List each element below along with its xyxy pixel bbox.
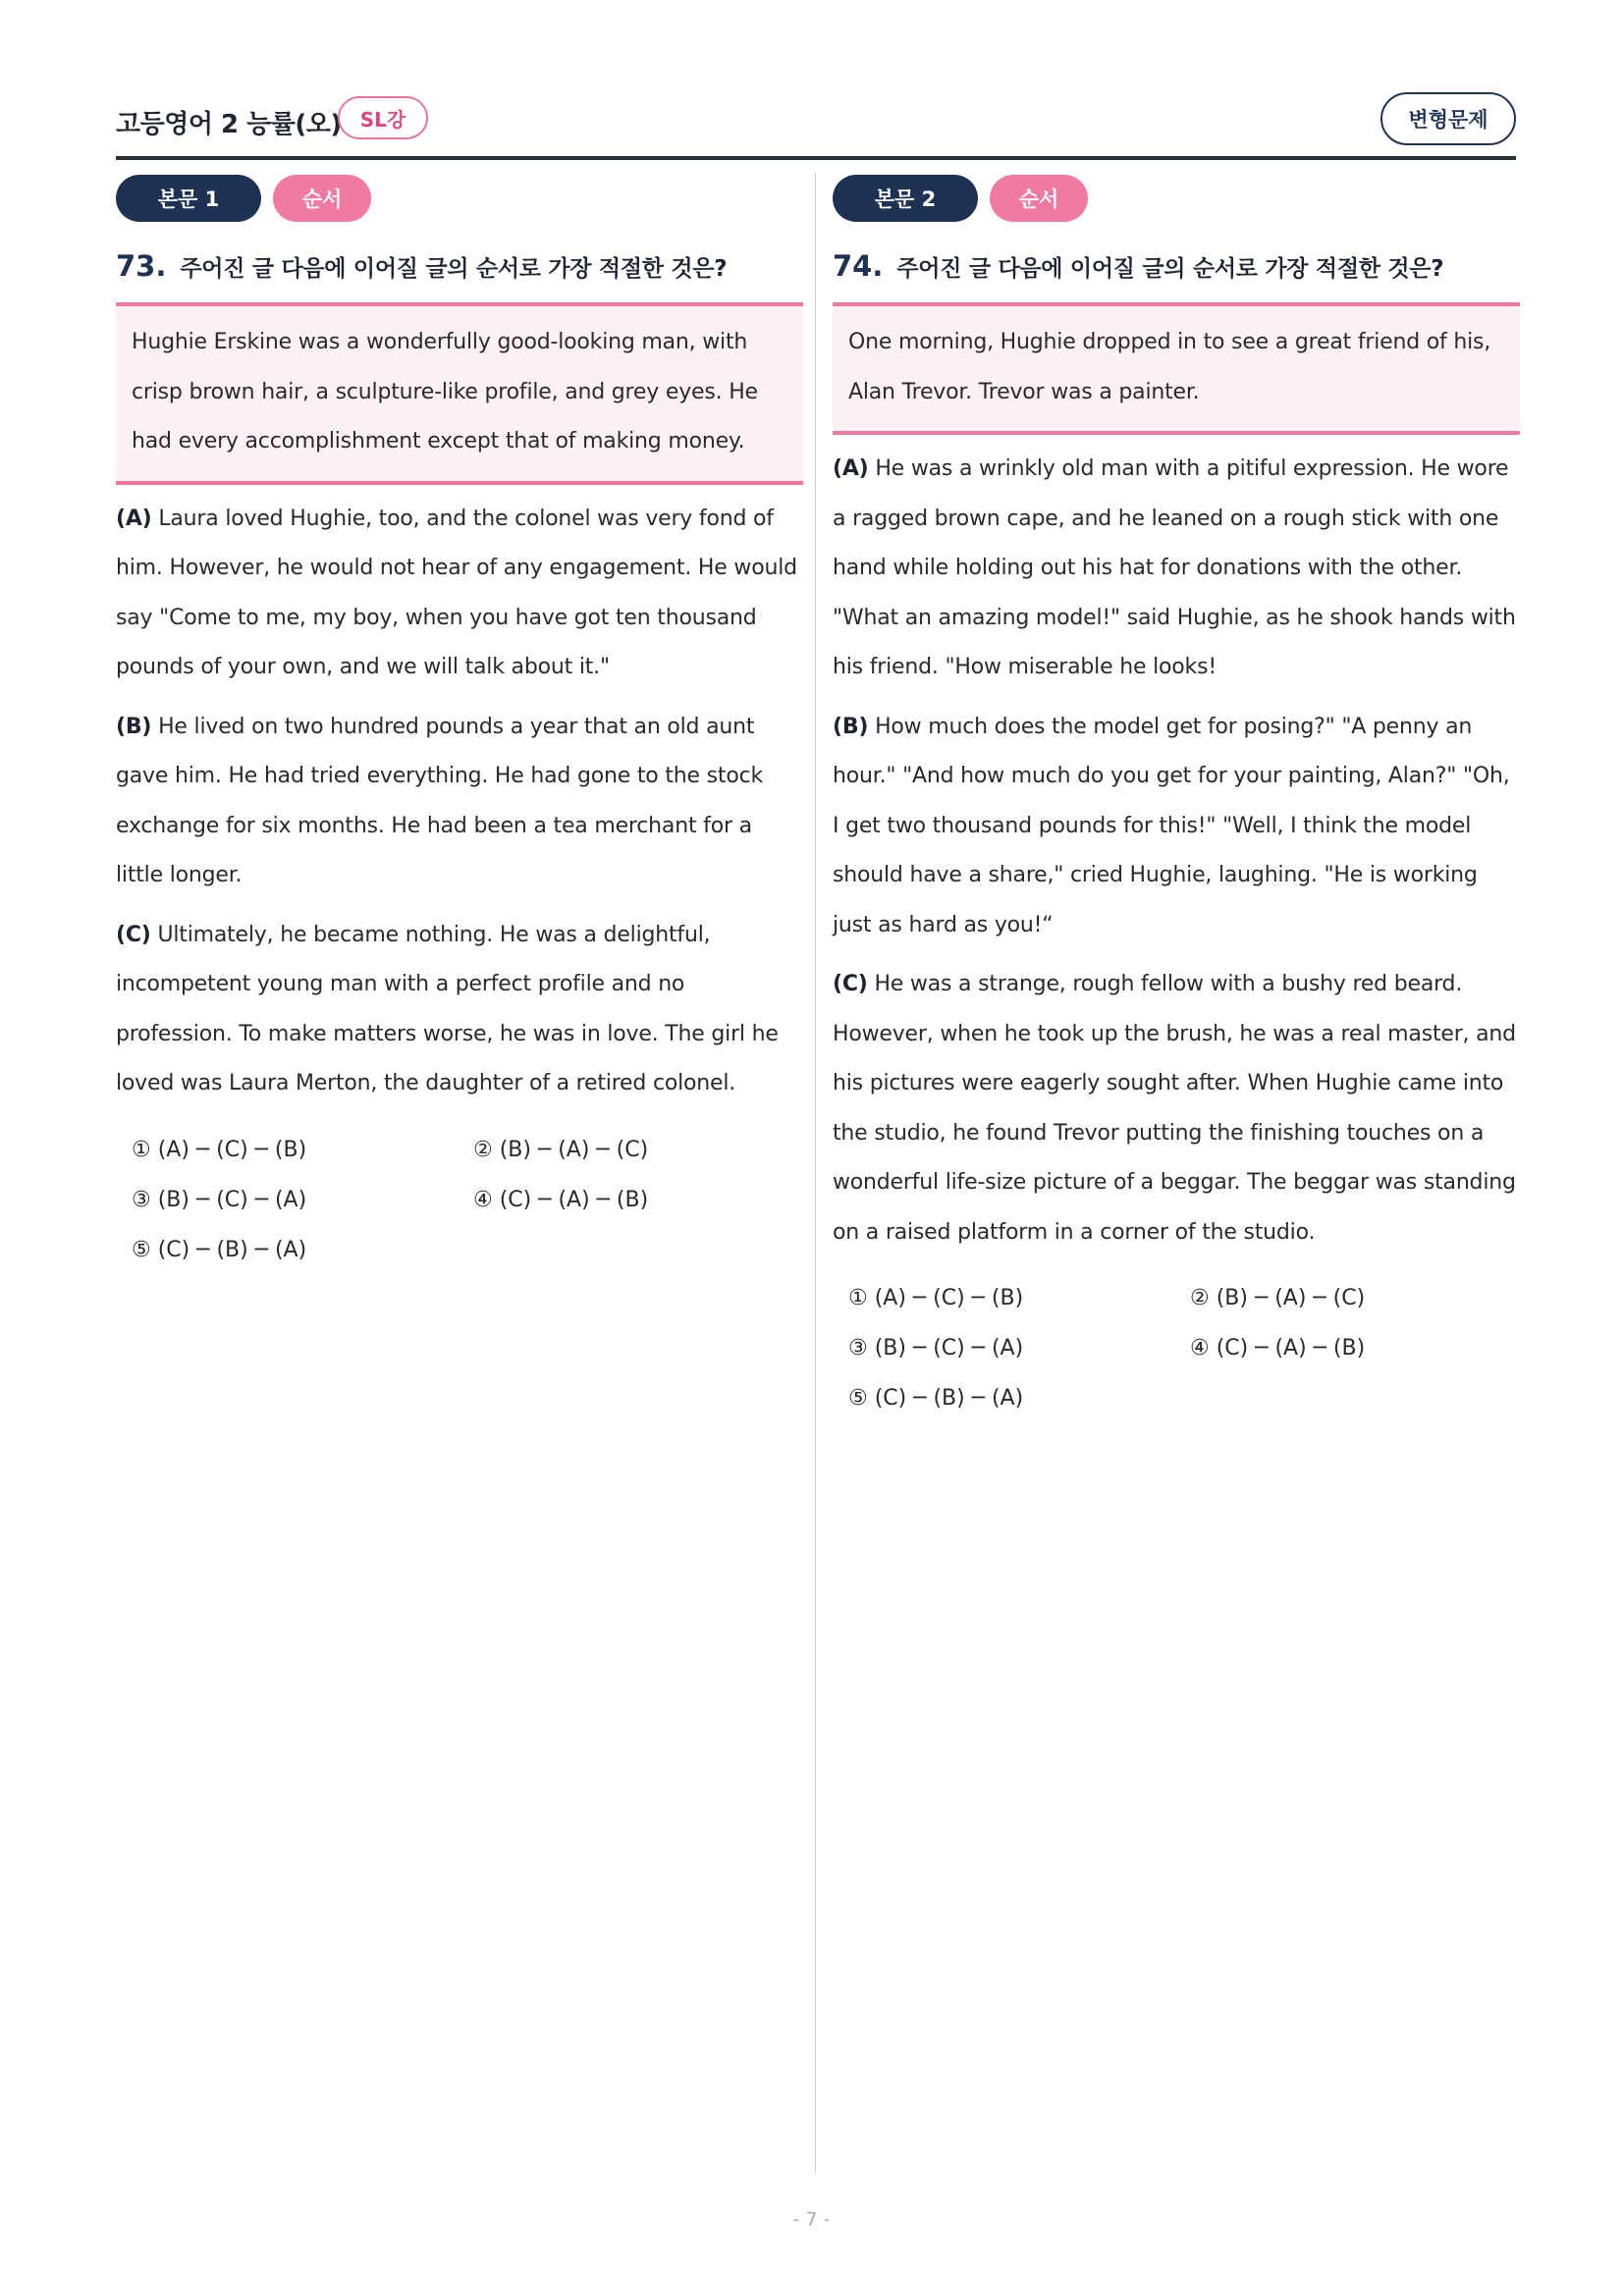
- sl-badge: SL강: [338, 96, 428, 139]
- left-column: [116, 173, 803, 1275]
- paragraph-label: (B): [116, 714, 152, 739]
- question-type-tag: 순서: [273, 175, 371, 222]
- right-column: [833, 173, 1520, 1423]
- answer-choices: [833, 1273, 1520, 1423]
- question-text: 주어진 글 다음에 이어질 글의 순서로 가장 적절한 것은?: [180, 256, 728, 282]
- question-number: 73.: [116, 249, 167, 283]
- passage-tag: 본문 2: [833, 175, 978, 222]
- given-passage: One morning, Hughie dropped in to see a great friend of his, Alan Trevor. Trevor was a painter.: [848, 330, 1491, 404]
- choice-3[interactable]: ③ (B) ─ (C) ─ (A): [132, 1187, 307, 1212]
- paragraph-a: [116, 495, 803, 693]
- given-passage: Hughie Erskine was a wonderfully good-looking man, with crisp brown hair, a sculpture-like profile, and grey eyes. He had every accomplishment except that of making money.: [132, 330, 758, 454]
- paragraph-text: He lived on two hundred pounds a year that an old aunt gave him. He had tried everything. He had gone to the stock exchange for six months. He had been a tea merchant for a little longer.: [116, 714, 764, 887]
- choice-1[interactable]: ① (A) ─ (C) ─ (B): [848, 1286, 1024, 1310]
- choice-2[interactable]: ② (B) ─ (A) ─ (C): [1190, 1286, 1366, 1310]
- section-tags: [833, 173, 1520, 222]
- given-passage-box: [833, 302, 1520, 435]
- choice-2[interactable]: ② (B) ─ (A) ─ (C): [473, 1137, 649, 1162]
- given-passage-box: [116, 302, 803, 485]
- paragraph-text: He was a wrinkly old man with a pitiful expression. He wore a ragged brown cape, and he leaned on a rough stick with one hand while holding out his hat for donations with the other. "What an amazing model!" said Hughie, as he shook hands with his friend. "How miserable he looks!: [833, 456, 1516, 679]
- paragraph-text: Laura loved Hughie, too, and the colonel was very fond of him. However, he would not hear of any engagement. He would say "Come to me, my boy, when you have got ten thousand pounds of your own, and we will talk about it.": [116, 506, 797, 679]
- header-rule: [116, 156, 1516, 160]
- paragraph-label: (B): [833, 714, 869, 739]
- paragraph-label: (A): [833, 456, 869, 481]
- choice-4[interactable]: ④ (C) ─ (A) ─ (B): [1190, 1336, 1366, 1361]
- paragraph-c: [116, 911, 803, 1109]
- choice-3[interactable]: ③ (B) ─ (C) ─ (A): [848, 1336, 1024, 1361]
- question-heading: [833, 249, 1520, 291]
- question-number: 74.: [833, 249, 884, 283]
- answer-choices: [116, 1125, 803, 1275]
- paragraph-label: (A): [116, 506, 152, 531]
- variant-badge: 변형문제: [1380, 92, 1516, 145]
- paragraph-c: [833, 960, 1520, 1257]
- column-divider: [815, 173, 816, 2173]
- paragraph-text: He was a strange, rough fellow with a bushy red beard. However, when he took up the brush, he was a real master, and his pictures were eagerly sought after. When Hughie came into the studio, he found Trevor putting the finishing touches on a wonderful life-size picture of a beggar. The beggar was standing on a raised platform in a corner of the studio.: [833, 972, 1516, 1245]
- paragraph-text: Ultimately, he became nothing. He was a delightful, incompetent young man with a perfect profile and no profession. To make matters worse, he was in love. The girl he loved was Laura Merton, the daughter of a retired colonel.: [116, 922, 779, 1095]
- question-heading: [116, 249, 803, 291]
- paragraph-label: (C): [833, 972, 868, 996]
- paragraph-text: How much does the model get for posing?" "A penny an hour." "And how much do you get for your painting, Alan?" "Oh, I get two thousand pounds for this!" "Well, I think the model should have a share," cried Hughie, laughing. "He is working just as hard as you!“: [833, 714, 1510, 937]
- section-tags: [116, 173, 803, 222]
- choice-1[interactable]: ① (A) ─ (C) ─ (B): [132, 1137, 307, 1162]
- question-text: 주어진 글 다음에 이어질 글의 순서로 가장 적절한 것은?: [896, 256, 1444, 282]
- document-title: 고등영어 2 능률(오): [116, 110, 342, 139]
- choice-5[interactable]: ⑤ (C) ─ (B) ─ (A): [132, 1237, 307, 1262]
- paragraph-b: [833, 703, 1520, 951]
- choice-5[interactable]: ⑤ (C) ─ (B) ─ (A): [848, 1386, 1024, 1411]
- choice-4[interactable]: ④ (C) ─ (A) ─ (B): [473, 1187, 649, 1212]
- question-type-tag: 순서: [990, 175, 1088, 222]
- passage-tag: 본문 1: [116, 175, 261, 222]
- paragraph-b: [116, 703, 803, 901]
- page-header: [116, 94, 1516, 151]
- paragraph-a: [833, 445, 1520, 693]
- paragraph-label: (C): [116, 922, 151, 947]
- page-number: - 7 -: [792, 2209, 831, 2230]
